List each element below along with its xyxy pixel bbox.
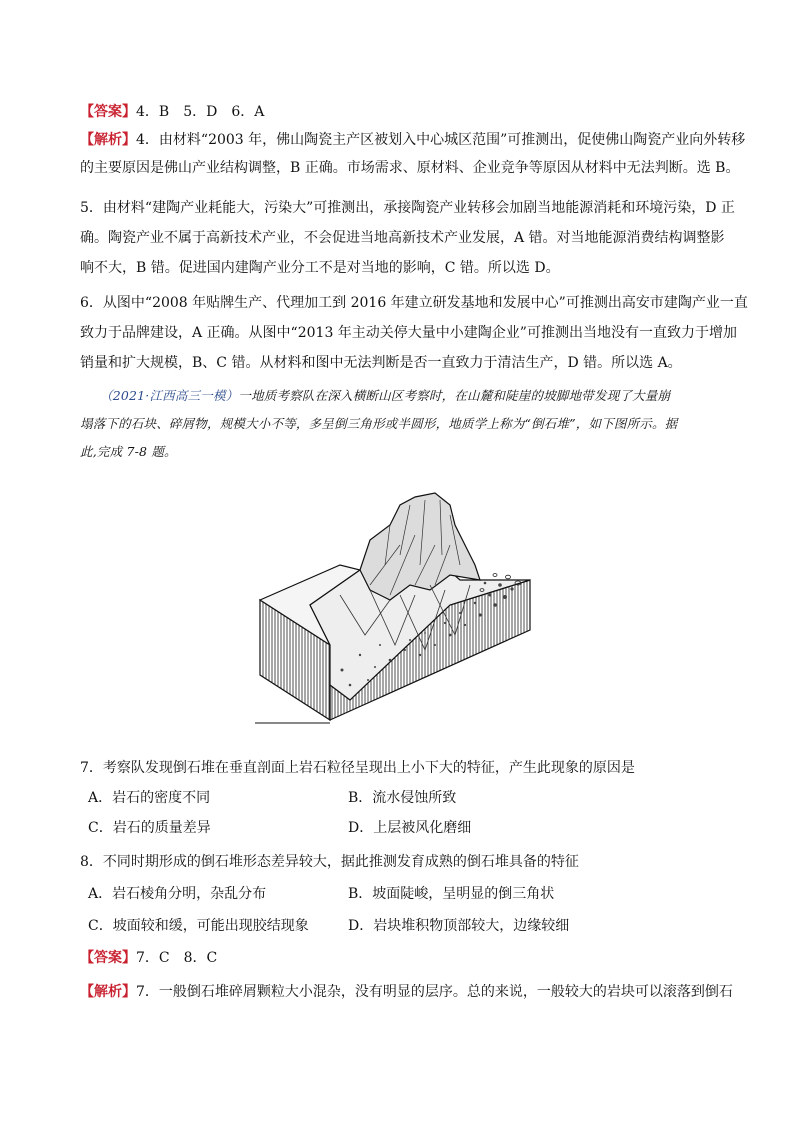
- source-head: （2021·江西高三一模）: [100, 388, 239, 403]
- analysis-line: 销量和扩大规模，B、C 错。从材料和图中无法判断是否一直致力于清洁生产，D 错。所以选 A。: [80, 355, 682, 371]
- answer-line-4-6: [80, 102, 740, 122]
- answer-text: 4．B 5．D 6．A: [136, 104, 265, 120]
- q7-option-a[interactable]: A．岩石的密度不同: [88, 790, 211, 806]
- answer-tag: 【答案】: [80, 104, 136, 120]
- q8-option-c[interactable]: C．坡面较和缓，可能出现胶结现象: [88, 918, 309, 934]
- q8-option-d[interactable]: D．岩块堆积物顶部较大，边缘较细: [348, 918, 570, 934]
- analysis-line: 6．从图中“2008 年贴牌生产、代理加工到 2016 年建立研发基地和发展中心”可推测出高安市建陶产业一直: [80, 295, 748, 311]
- q7-option-c[interactable]: C．岩石的质量差异: [88, 820, 211, 836]
- source-line: 此,完成 7-8 题。: [80, 444, 177, 459]
- question-7-stem: 7．考察队发现倒石堆在垂直剖面上岩石粒径呈现出上小下大的特征，产生此现象的原因是: [80, 760, 635, 776]
- analysis-line: [80, 982, 740, 1002]
- analysis-line: 响不大，B 错。促进国内建陶产业分工不是对当地的影响，C 错。所以选 D。: [80, 260, 560, 276]
- q8-option-a[interactable]: A．岩石棱角分明，杂乱分布: [88, 886, 267, 902]
- analysis-line: 5．由材料“建陶产业耗能大，污染大”可推测出，承接陶瓷产业转移会加剧当地能源消耗和环境污染，D 正: [80, 200, 735, 216]
- answer-line-7-8: [80, 948, 740, 968]
- analysis-line: 的主要原因是佛山产业结构调整，B 正确。市场需求、原材料、企业竞争等原因从材料中无法判断。选 B。: [80, 160, 740, 176]
- analysis-line: 致力于品牌建设，A 正确。从图中“2013 年主动关停大量中小建陶企业”可推测出当地没有一直致力于增加: [80, 325, 737, 341]
- q7-option-b[interactable]: B．流水侵蚀所致: [348, 790, 457, 806]
- talus-cone-figure: [250, 485, 550, 730]
- analysis-text: 7．一般倒石堆碎屑颗粒大小混杂，没有明显的层序。总的来说，一般较大的岩块可以滚落到倒石: [136, 984, 733, 1000]
- source-text: 一地质考察队在深入横断山区考察时，在山麓和陡崖的坡脚地带发现了大量崩: [238, 388, 671, 403]
- answer-text: 7．C 8．C: [136, 950, 218, 966]
- analysis-text: 4．由材料“2003 年，佛山陶瓷主产区被划入中心城区范围”可推测出，促使佛山陶瓷产业向外转移: [136, 132, 746, 148]
- analysis-tag: 【解析】: [80, 132, 136, 148]
- answer-tag: 【答案】: [80, 950, 136, 966]
- talus-cone-illustration: [250, 485, 550, 730]
- q8-option-b[interactable]: B．坡面陡峻，呈明显的倒三角状: [348, 886, 555, 902]
- source-line: 塌落下的石块、碎屑物，规模大小不等，多呈倒三角形或半圆形，地质学上称为“倒石堆”，如下图所示。据: [80, 416, 678, 431]
- analysis-line: [80, 130, 746, 150]
- analysis-line: 确。陶瓷产业不属于高新技术产业，不会促进当地高新技术产业发展，A 错。对当地能源消费结构调整影: [80, 230, 725, 246]
- question-8-stem: 8．不同时期形成的倒石堆形态差异较大，据此推测发育成熟的倒石堆具备的特征: [80, 854, 579, 870]
- question-source: [100, 382, 750, 410]
- q7-option-d[interactable]: D．上层被风化磨细: [348, 820, 472, 836]
- analysis-tag: 【解析】: [80, 984, 136, 1000]
